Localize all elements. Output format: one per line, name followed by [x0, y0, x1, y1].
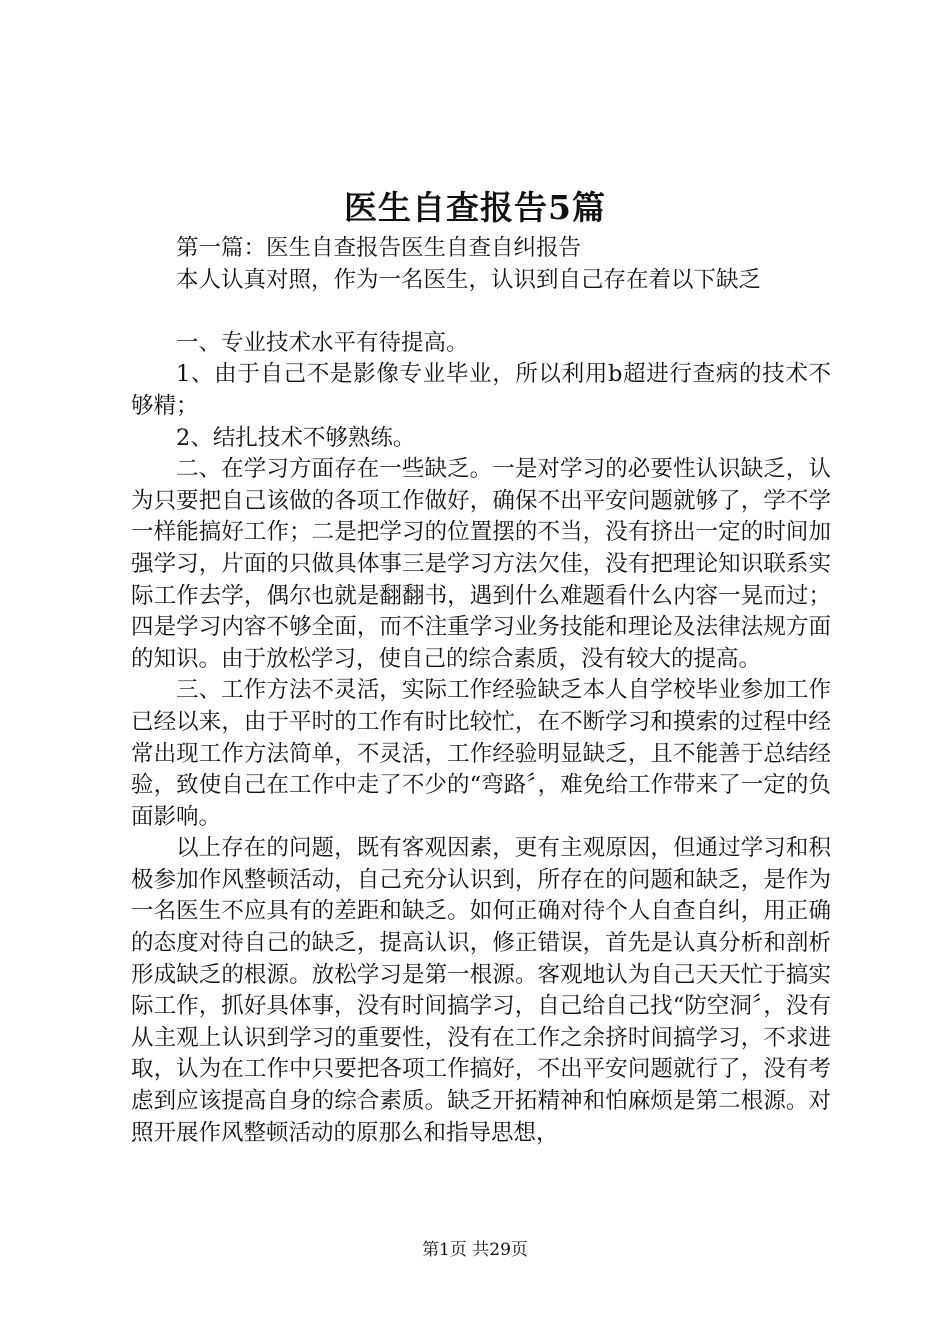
blank-line: [131, 296, 831, 328]
paragraph-point-2: 二、在学习方面存在一些缺乏。一是对学习的必要性认识缺乏，认为只要把自己该做的各项工作做好，确保不出平安问题就够了，学不学一样能搞好工作；二是把学习的位置摆的不当，没有挤出一定的时间加强学习，片面的只做具体事三是学习方法欠佳，没有把理论知识联系实际工作去学，偶尔也就是翻翻书，遇到什么难题看什么内容一晃而过；四是学习内容不够全面，而不注重学习业务技能和理论及法律法规方面的知识。由于放松学习，使自己的综合素质，没有较大的提高。: [131, 456, 831, 672]
paragraph-point-3: 三、工作方法不灵活，实际工作经验缺乏本人自学校毕业参加工作已经以来，由于平时的工作有时比较忙，在不断学习和摸索的过程中经常出现工作方法简单，不灵活，工作经验明显缺乏，且不能善于总结经验，致使自己在工作中走了不少的“弯路〞，难免给工作带来了一定的负面影响。: [131, 677, 831, 830]
page-title: 医生自查报告5篇: [344, 188, 606, 227]
section-heading: 第一篇：医生自查报告医生自查自纠报告: [176, 235, 582, 261]
paragraph-summary: 以上存在的问题，既有客观因素，更有主观原因，但通过学习和积极参加作风整顿活动，自己充分认识到，所存在的问题和缺乏，是作为一名医生不应具有的差距和缺乏。如何正确对待个人自查自纠，用正确的态度对待自己的缺乏，提高认识，修正错误，首先是认真分析和剖析形成缺乏的根源。放松学习是第一根源。客观地认为自己天天忙于搞实际工作，抓好具体事，没有时间搞学习，自己给自己找“防空洞〞，没有从主观上认识到学习的重要性，没有在工作之余挤时间搞学习，不求进取，认为在工作中只要把各项工作搞好，不出平安问题就行了，没有考虑到应该提高自身的综合素质。缺乏开拓精神和怕麻烦是第二根源。对照开展作风整顿活动的原那么和指导思想，: [131, 835, 831, 1146]
paragraph-point-1: 一、专业技术水平有待提高。: [176, 329, 469, 356]
paragraph-sub-2: 2、结扎技术不够熟练。: [176, 424, 416, 451]
intro-line: 本人认真对照，作为一名医生，认识到自己存在着以下缺乏: [176, 266, 762, 293]
page-footer: 第1页 共29页: [422, 1240, 528, 1260]
document-body: [131, 233, 831, 1149]
paragraph-sub-1: 1、由于自己不是影像专业毕业，所以利用b超进行查病的技术不够精；: [131, 361, 831, 419]
